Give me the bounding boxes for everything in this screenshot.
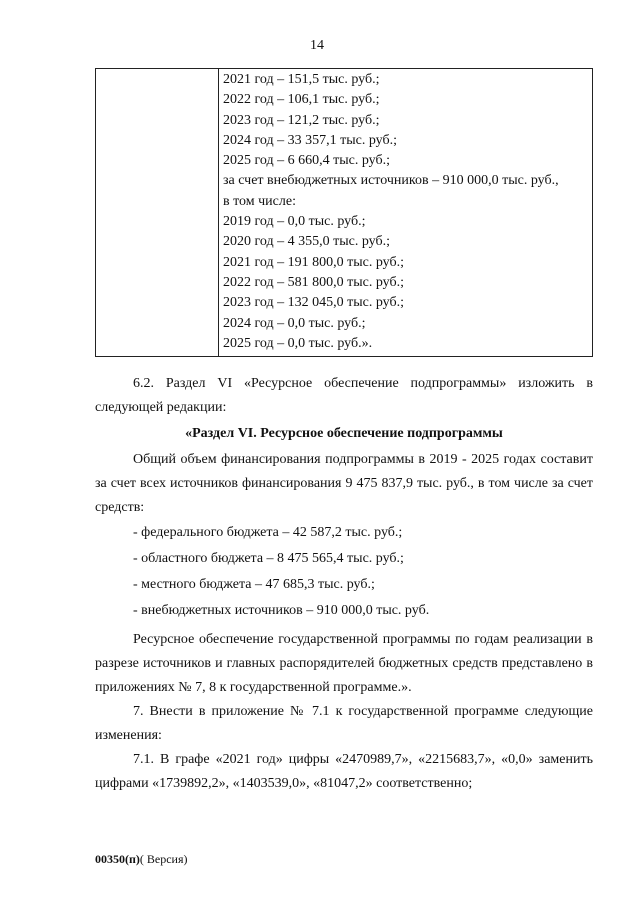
footer-version: ( Версия): [139, 852, 188, 866]
financing-line: 2023 год – 132 045,0 тыс. руб.;: [223, 295, 404, 311]
list-item-federal: - федерального бюджета – 42 587,2 тыс. руб.;: [133, 525, 403, 540]
financing-line: в том числе:: [223, 193, 296, 209]
paragraph-7-1: 7.1. В графе «2021 год» цифры «2470989,7», «2215683,7», «0,0» заменить цифрами «1739892,2», «1403539,0», «81047,2» соответственно;: [95, 752, 593, 791]
financing-line: 2022 год – 106,1 тыс. руб.;: [223, 92, 380, 108]
financing-line: 2021 год – 191 800,0 тыс. руб.;: [223, 254, 404, 270]
financing-line: 2024 год – 0,0 тыс. руб.;: [223, 315, 366, 331]
financing-line: 2025 год – 0,0 тыс. руб.».: [223, 335, 373, 351]
list-item-extrabudgetary: - внебюджетных источников – 910 000,0 тыс. руб.: [133, 603, 430, 618]
paragraph-6-2: 6.2. Раздел VI «Ресурсное обеспечение подпрограммы» изложить в следующей редакции:: [95, 376, 593, 415]
financing-line: 2024 год – 33 357,1 тыс. руб.;: [223, 132, 397, 148]
financing-line: 2022 год – 581 800,0 тыс. руб.;: [223, 274, 404, 290]
financing-line: 2025 год – 6 660,4 тыс. руб.;: [223, 153, 390, 169]
page-number: 14: [310, 38, 324, 53]
paragraph-total-financing: Общий объем финансирования подпрограммы в 2019 - 2025 годах составит за счет всех источников финансирования 9 475 837,9 тыс. руб., в том числе за счет средств:: [95, 452, 593, 515]
financing-table: [95, 68, 593, 357]
paragraph-7: 7. Внести в приложение № 7.1 к государственной программе следующие изменения:: [95, 704, 593, 743]
footer-code: 00350(п): [95, 852, 140, 866]
document-body: [95, 372, 593, 796]
table-left-cell: [96, 69, 219, 357]
financing-line: 2019 год – 0,0 тыс. руб.;: [223, 214, 366, 230]
table-right-cell: [219, 69, 593, 357]
financing-line: 2021 год – 151,5 тыс. руб.;: [223, 72, 380, 87]
section-heading: «Раздел VI. Ресурсное обеспечение подпрограммы: [185, 426, 503, 441]
financing-line: 2023 год – 121,2 тыс. руб.;: [223, 112, 380, 128]
document-footer: [95, 852, 188, 867]
paragraph-resource-support: Ресурсное обеспечение государственной программы по годам реализации в разрезе источников и главных распорядителей бюджетных средств представлено в приложениях № 7, 8 к государственной программе.».: [95, 632, 593, 695]
financing-line: 2020 год – 4 355,0 тыс. руб.;: [223, 234, 390, 250]
list-item-regional: - областного бюджета – 8 475 565,4 тыс. руб.;: [133, 551, 404, 566]
table-row: [96, 69, 593, 357]
financing-line: за счет внебюджетных источников – 910 000,0 тыс. руб.,: [223, 173, 559, 189]
list-item-local: - местного бюджета – 47 685,3 тыс. руб.;: [133, 577, 375, 592]
